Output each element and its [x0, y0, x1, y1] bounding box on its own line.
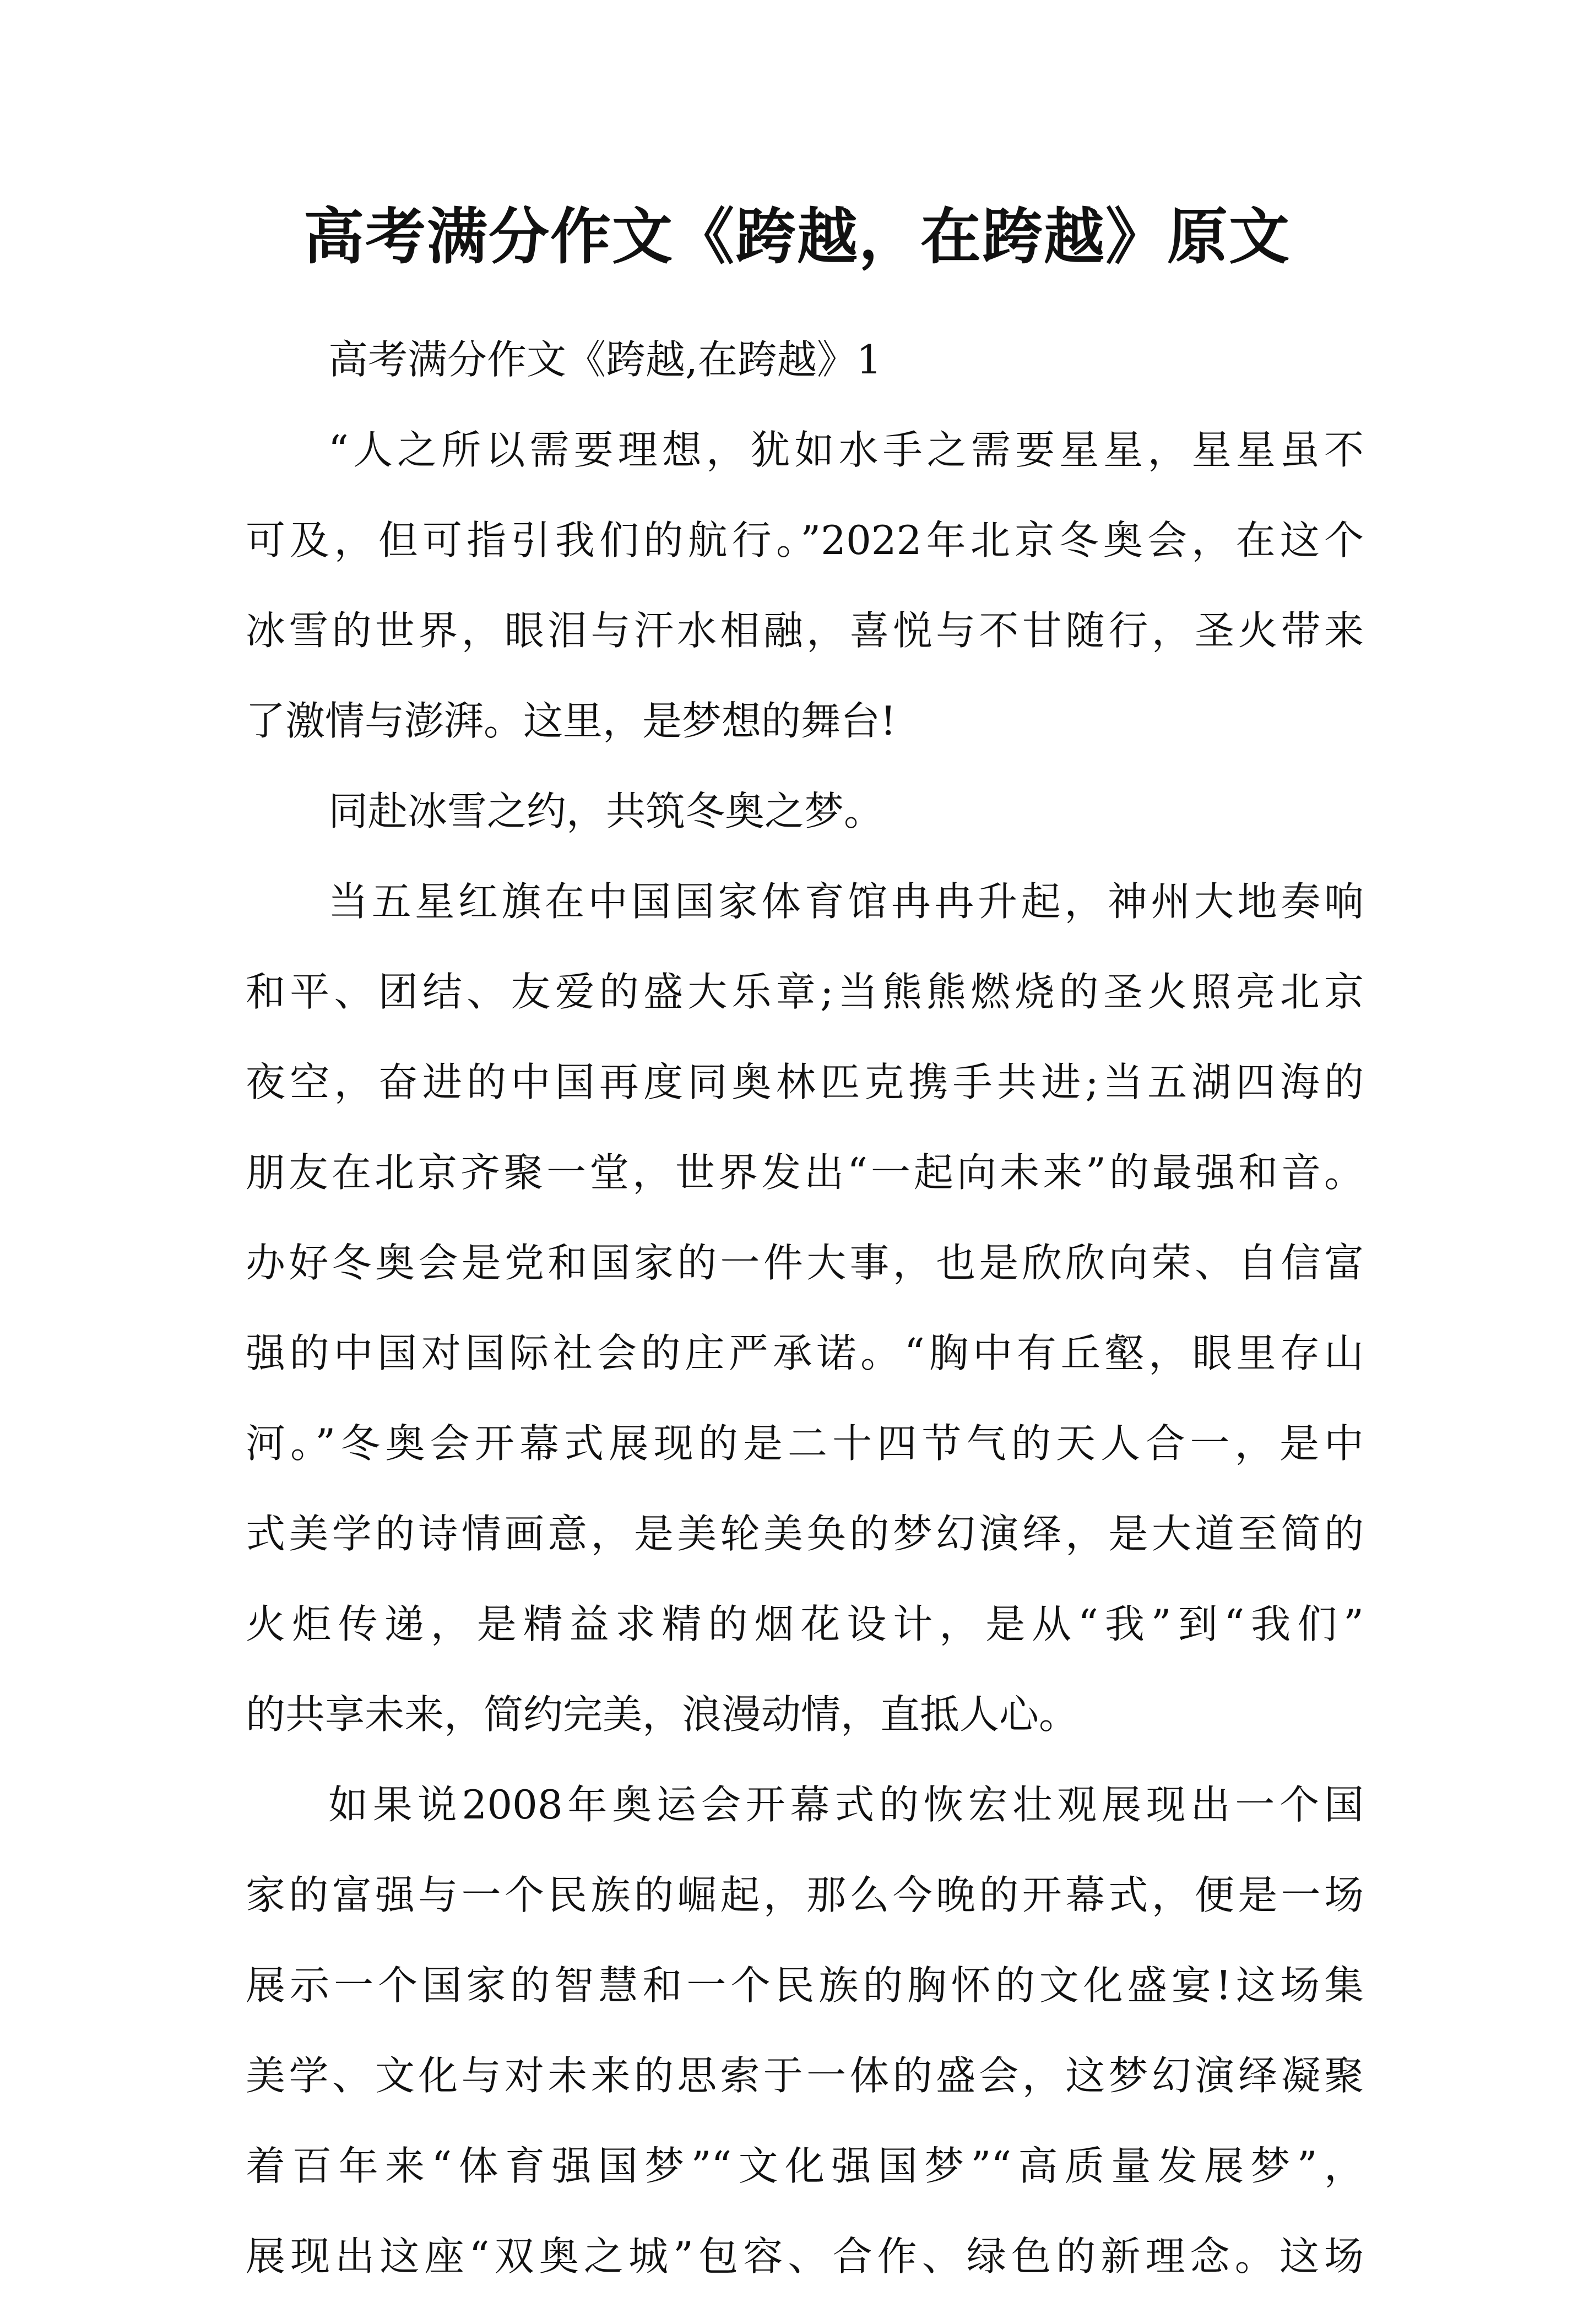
- document-title: 高考满分作文《跨越，在跨越》原文: [303, 201, 1291, 272]
- text-line: 可及，但可指引我们的航行。”2022年北京冬奥会，在这个: [246, 517, 1364, 563]
- text-line: 和平、团结、友爱的盛大乐章;当熊熊燃烧的圣火照亮北京: [246, 969, 1364, 1015]
- text-line: 朋友在北京齐聚一堂，世界发出“一起向未来”的最强和音。: [246, 1149, 1364, 1196]
- text-line: 火炬传递，是精益求精的烟花设计，是从“我”到“我们”: [246, 1601, 1364, 1647]
- text-line: 展示一个国家的智慧和一个民族的胸怀的文化盛宴!这场集: [246, 1962, 1364, 2008]
- text-line: 冰雪的世界，眼泪与汗水相融，喜悦与不甘随行，圣火带来: [246, 607, 1364, 654]
- text-line: 办好冬奥会是党和国家的一件大事，也是欣欣向荣、自信富: [246, 1240, 1364, 1286]
- text-line: 展现出这座“双奥之城”包容、合作、绿色的新理念。这场: [246, 2233, 1364, 2279]
- paragraph-heading: 高考满分作文《跨越,在跨越》1: [328, 336, 882, 383]
- text-line: 河。”冬奥会开幕式展现的是二十四节气的天人合一，是中: [246, 1420, 1364, 1467]
- text-line: 夜空，奋进的中国再度同奥林匹克携手共进;当五湖四海的: [246, 1059, 1364, 1105]
- document-body: [246, 337, 1364, 2324]
- text-line: 了激情与澎湃。这里，是梦想的舞台!: [246, 698, 896, 744]
- text-line: 同赴冰雪之约，共筑冬奥之梦。: [328, 788, 884, 834]
- text-line: 的共享未来，简约完美，浪漫动情，直抵人心。: [246, 1691, 1079, 1737]
- text-line: 式美学的诗情画意，是美轮美奂的梦幻演绎，是大道至简的: [246, 1511, 1364, 1557]
- text-line: 强的中国对国际社会的庄严承诺。“胸中有丘壑，眼里存山: [246, 1330, 1364, 1376]
- text-line: 当五星红旗在中国国家体育馆冉冉升起，神州大地奏响: [328, 878, 1364, 925]
- text-line: 如果说2008年奥运会开幕式的恢宏壮观展现出一个国: [328, 1782, 1364, 1828]
- text-line: 着百年来“体育强国梦”“文化强国梦”“高质量发展梦”，: [246, 2143, 1364, 2189]
- text-line: 家的富强与一个民族的崛起，那么今晚的开幕式，便是一场: [246, 1872, 1364, 1918]
- text-line: 美学、文化与对未来的思索于一体的盛会，这梦幻演绎凝聚: [246, 2052, 1364, 2099]
- text-line: “人之所以需要理想，犹如水手之需要星星，星星虽不: [328, 427, 1364, 473]
